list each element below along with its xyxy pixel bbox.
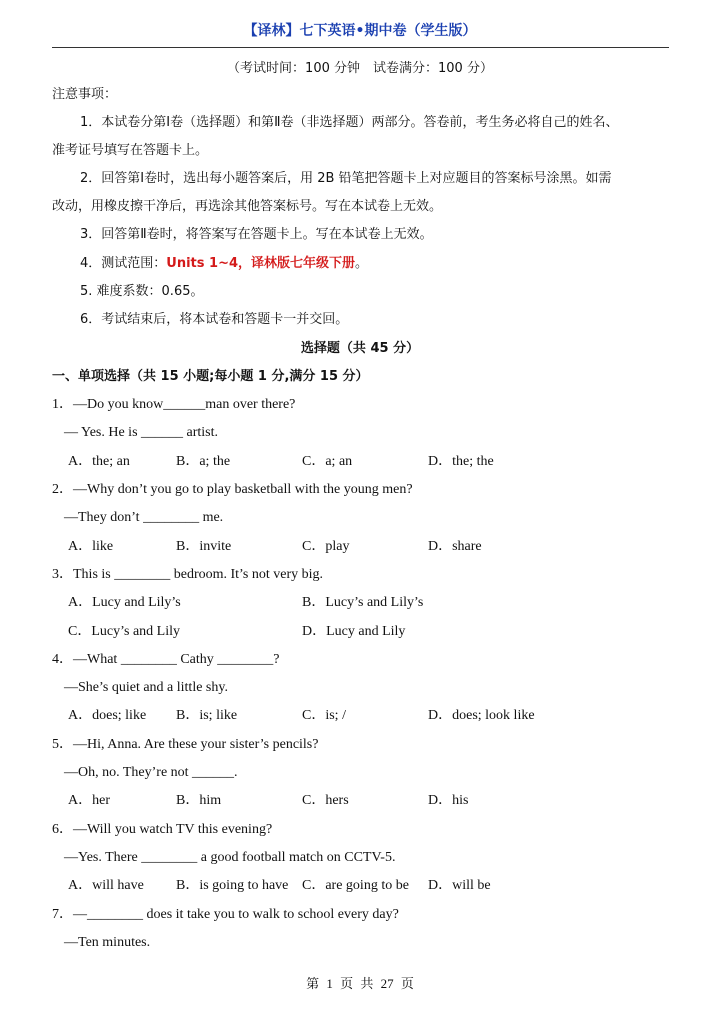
question-2-stem: 2．—Why don’t you go to play basketball with the young men? — [52, 482, 413, 497]
question-2-option-a: A．like — [68, 539, 114, 554]
question-5-option-c: C．hers — [302, 793, 349, 808]
question-1-option-b: B．a; the — [176, 454, 231, 469]
note-6: 6．考试结束后，将本试卷和答题卡一并交回。 — [80, 312, 349, 327]
question-6-stem: 6．—Will you watch TV this evening? — [52, 822, 273, 837]
question-3-option-c: C．Lucy’s and Lily — [68, 624, 180, 639]
question-2-option-b: B．invite — [176, 539, 232, 554]
question-4-answer-line: —She’s quiet and a little shy. — [64, 680, 228, 695]
choice-section-title: 选择题（共 45 分） — [300, 341, 420, 356]
question-5-option-b: B．him — [176, 793, 222, 808]
note-2-line-1: 2．回答第Ⅰ卷时，选出每小题答案后，用 2B 铅笔把答题卡上对应题目的答案标号涂黑。如需 — [80, 171, 612, 186]
question-1-option-d: D．the; the — [428, 454, 494, 469]
part-1-title: 一、单项选择（共 15 小题;每小题 1 分,满分 15 分） — [52, 369, 369, 384]
page-number: 第 1 页 共 27 页 — [306, 976, 414, 991]
question-1-answer-line: — Yes. He is ______ artist. — [64, 425, 219, 440]
note-4 — [80, 255, 368, 273]
question-3-stem: 3．This is ________ bedroom. It’s not very big. — [52, 567, 324, 582]
question-6-option-b: B．is going to have — [176, 878, 289, 893]
question-4-option-a: A．does; like — [68, 708, 147, 723]
exam-info: （考试时间：100 分钟 试卷满分：100 分） — [227, 61, 493, 76]
question-7-stem: 7．—________ does it take you to walk to school every day? — [52, 907, 399, 922]
question-1-option-c: C．a; an — [302, 454, 353, 469]
question-3-option-b: B．Lucy’s and Lily’s — [302, 595, 424, 610]
notes-heading: 注意事项： — [52, 87, 118, 102]
note-4-range: Units 1~4，译林版七年级下册 — [166, 256, 356, 271]
question-4-option-b: B．is; like — [176, 708, 238, 723]
note-4-suffix: 。 — [355, 256, 369, 271]
question-5-stem: 5．—Hi, Anna. Are these your sister’s pencils? — [52, 737, 319, 752]
note-4-prefix: 4．测试范围： — [80, 256, 167, 271]
note-5: 5. 难度系数：0.65。 — [80, 284, 204, 299]
question-4-option-c: C．is; / — [302, 708, 346, 723]
question-2-option-d: D．share — [428, 539, 482, 554]
page-title: 【译林】七下英语•期中卷（学生版） — [243, 23, 477, 39]
question-4-stem: 4．—What ________ Cathy ________? — [52, 652, 280, 667]
note-1-line-1: 1．本试卷分第Ⅰ卷（选择题）和第Ⅱ卷（非选择题）两部分。答卷前，考生务必将自己的姓名、 — [80, 115, 619, 130]
question-6-option-c: C．are going to be — [302, 878, 409, 893]
question-1-stem: 1．—Do you know______man over there? — [52, 397, 296, 412]
question-5-answer-line: —Oh, no. They’re not ______. — [64, 765, 238, 780]
question-2-answer-line: —They don’t ________ me. — [64, 510, 224, 525]
header-divider — [52, 47, 669, 48]
note-3: 3．回答第Ⅱ卷时，将答案写在答题卡上。写在本试卷上无效。 — [80, 227, 433, 242]
question-4-option-d: D．does; look like — [428, 708, 535, 723]
question-5-option-d: D．his — [428, 793, 469, 808]
question-3-option-a: A．Lucy and Lily’s — [68, 595, 181, 610]
question-2-option-c: C．play — [302, 539, 350, 554]
question-6-answer-line: —Yes. There ________ a good football match on CCTV-5. — [64, 850, 396, 865]
question-1-option-a: A．the; an — [68, 454, 130, 469]
note-1-line-2: 准考证号填写在答题卡上。 — [52, 143, 209, 158]
note-2-line-2: 改动，用橡皮擦干净后，再选涂其他答案标号。写在本试卷上无效。 — [52, 199, 443, 214]
question-6-option-a: A．will have — [68, 878, 144, 893]
question-5-option-a: A．her — [68, 793, 110, 808]
question-7-answer-line: —Ten minutes. — [64, 935, 151, 950]
question-3-option-d: D．Lucy and Lily — [302, 624, 406, 639]
question-6-option-d: D．will be — [428, 878, 491, 893]
